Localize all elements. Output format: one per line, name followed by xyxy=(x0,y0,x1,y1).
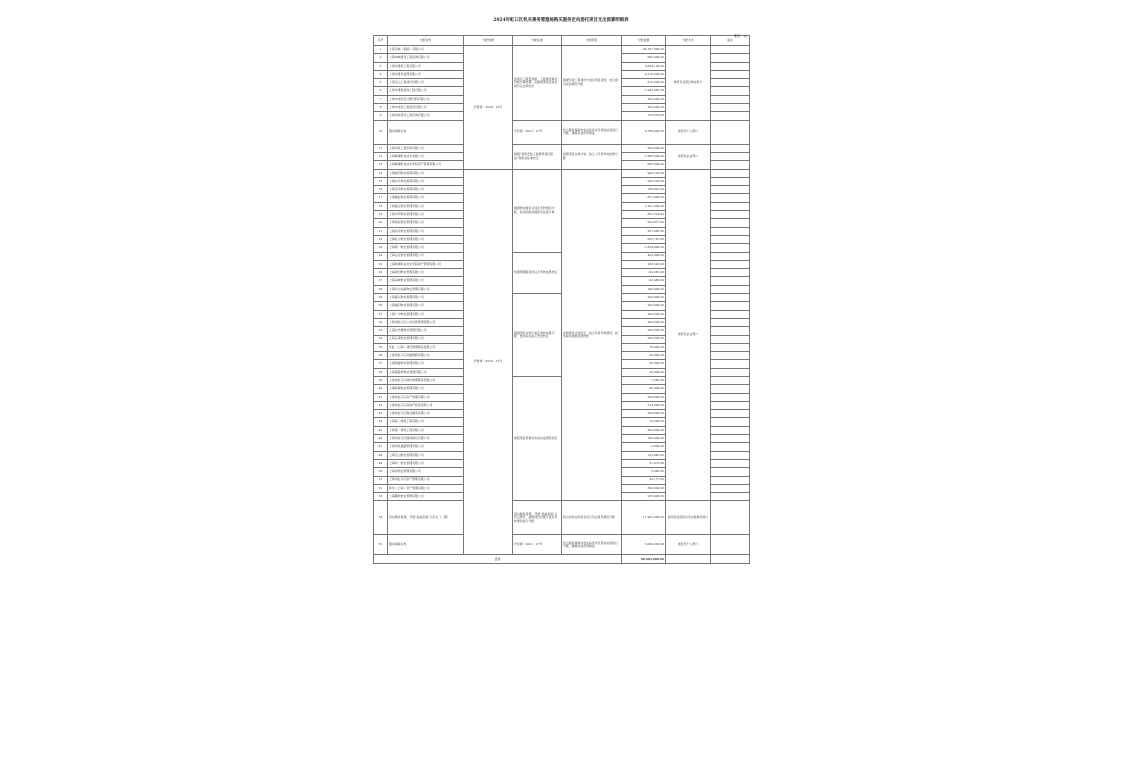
row-target: 上海市建筑装饰工程有限公司 xyxy=(388,87,464,95)
row-amount: 1,854,000.00 xyxy=(622,244,666,252)
row-remark xyxy=(711,144,750,152)
row-number: 29 xyxy=(374,294,388,302)
row-remark xyxy=(711,62,750,70)
row-target: 华虹（上海）建设管理服务有限公司 xyxy=(388,343,464,351)
row-target: 上海市政建设工程咨询有限公司 xyxy=(388,112,464,120)
row-number: 15 xyxy=(374,177,388,185)
col-header-amount: 分配金额 xyxy=(622,36,666,46)
row-remark xyxy=(711,285,750,293)
row-remark xyxy=(711,451,750,459)
row-amount: 225,000.00 xyxy=(622,493,666,501)
row-number: 7 xyxy=(374,95,388,103)
row-remark xyxy=(711,269,750,277)
row-amount: 655,797.00 xyxy=(622,235,666,243)
row-remark xyxy=(711,468,750,476)
row-remark xyxy=(711,410,750,418)
row-amount: 855,514.00 xyxy=(622,211,666,219)
row-amount: 100,000.00 xyxy=(622,435,666,443)
row-method: 按项目进度拨付至实施单位账户 xyxy=(666,501,711,535)
row-amount: 46,187,000.00 xyxy=(622,46,666,54)
col-header-no: 序号 xyxy=(374,36,388,46)
row-remark xyxy=(711,177,750,185)
row-amount: 283,500.00 xyxy=(622,260,666,268)
row-target: 上海市虹口区房屋维修有限公司 xyxy=(388,352,464,360)
row-target: 上海曲阳物业管理有限公司 xyxy=(388,302,464,310)
row-amount: 11,981,000.00 xyxy=(622,501,666,535)
table-row xyxy=(374,501,750,535)
row-number: 12 xyxy=(374,152,388,160)
row-principle: 根据年度工程建设计划及项目进度，结合项目实际情况分配 xyxy=(562,46,622,121)
row-target: 上海宝华物业管理有限公司 xyxy=(388,186,464,194)
col-header-method: 分配方式 xyxy=(666,36,711,46)
row-number: 45 xyxy=(374,426,388,434)
budget-table xyxy=(373,35,750,564)
row-amount: 31,072.00 xyxy=(622,459,666,467)
row-number: 46 xyxy=(374,435,388,443)
row-principle: 结合服务保障对象实际需求及相关标准进行分配，确保资金使用效益 xyxy=(562,120,622,144)
row-remark xyxy=(711,70,750,78)
row-amount: 169,825.00 xyxy=(622,186,666,194)
row-number: 35 xyxy=(374,343,388,351)
row-remark xyxy=(711,352,750,360)
row-number: 16 xyxy=(374,186,388,194)
row-remark xyxy=(711,277,750,285)
row-number: 26 xyxy=(374,269,388,277)
row-amount: 1,886,000.00 xyxy=(622,152,666,160)
row-remark xyxy=(711,535,750,555)
row-amount: -92,081.00 xyxy=(622,269,666,277)
row-amount: 2,310,000.00 xyxy=(622,70,666,78)
row-number: 24 xyxy=(374,252,388,260)
row-target: 上海新港物业管理有限公司 xyxy=(388,385,464,393)
row-target: 服务保障对象 xyxy=(388,535,464,555)
row-target: 上海嘉兴物业管理有限公司 xyxy=(388,294,464,302)
row-amount: 50,000.00 xyxy=(622,360,666,368)
row-amount: 422,000.00 xyxy=(622,252,666,260)
row-remark xyxy=(711,476,750,484)
row-amount: 200,000.00 xyxy=(622,310,666,318)
row-target: 上海市市政工程建设有限公司 xyxy=(388,104,464,112)
total-label: 合计 xyxy=(374,555,622,564)
row-target: 服务保障对象 xyxy=(388,120,464,144)
row-number: 2 xyxy=(374,54,388,62)
row-amount: 60,000.00 xyxy=(622,385,666,393)
row-number: 32 xyxy=(374,318,388,326)
row-remark xyxy=(711,169,750,177)
row-number: 17 xyxy=(374,194,388,202)
row-amount: 3,654,100.00 xyxy=(622,62,666,70)
col-header-remark: 备注 xyxy=(711,36,750,46)
row-number: 20 xyxy=(374,219,388,227)
row-remark xyxy=(711,484,750,492)
table-row xyxy=(374,169,750,177)
row-amount: 3,090,000.00 xyxy=(622,535,666,555)
row-standard: 沪民规〔2021〕27号 xyxy=(513,120,562,144)
row-number: 37 xyxy=(374,360,388,368)
row-target: 上海北外滩物业管理有限公司 xyxy=(388,327,464,335)
row-number: 14 xyxy=(374,169,388,177)
table-row xyxy=(374,120,750,144)
row-remark xyxy=(711,260,750,268)
table-row xyxy=(374,46,750,54)
col-header-standard: 分配标准 xyxy=(513,36,562,46)
row-target: 上海新虹物业管理有限公司 xyxy=(388,219,464,227)
row-remark xyxy=(711,493,750,501)
row-target: 上海城建职业技术学院资产管理有限公司 xyxy=(388,260,464,268)
row-amount: 205,000.00 xyxy=(622,95,666,103)
row-amount: 200,000.00 xyxy=(622,335,666,343)
row-principle: 结合居村实际需求及示范点建设情况分配 xyxy=(562,501,622,535)
row-remark xyxy=(711,120,750,144)
row-number: 3 xyxy=(374,62,388,70)
row-amount: 307,485.00 xyxy=(622,227,666,235)
row-method: 拨款至企业账户 xyxy=(666,169,711,501)
row-amount: 125,043.00 xyxy=(622,451,666,459)
row-number: 19 xyxy=(374,211,388,219)
row-remark xyxy=(711,79,750,87)
row-number: 1 xyxy=(374,46,388,54)
row-number: 47 xyxy=(374,443,388,451)
row-remark xyxy=(711,385,750,393)
row-number: 33 xyxy=(374,327,388,335)
row-target: 上海鹏欣物业管理有限公司 xyxy=(388,493,464,501)
row-remark xyxy=(711,252,750,260)
row-amount: 665,000.00 xyxy=(622,161,666,169)
row-target: 上海市虹口区房地产经营有限公司 xyxy=(388,401,464,409)
row-target: 居村服务管理，开展“美丽家园”示范点（二期） xyxy=(388,501,464,535)
row-number: 42 xyxy=(374,401,388,409)
row-target: 上海恒丰物业管理有限公司 xyxy=(388,227,464,235)
row-remark xyxy=(711,161,750,169)
row-number: 11 xyxy=(374,144,388,152)
row-target: 上海城建职业技术有限公司 xyxy=(388,152,464,160)
row-amount: 200,000.00 xyxy=(622,327,666,335)
row-amount: 153,052.00 xyxy=(622,112,666,120)
row-amount: 1,560.00 xyxy=(622,376,666,384)
row-target: 上海市物业管理有限公司 xyxy=(388,468,464,476)
row-number: 27 xyxy=(374,277,388,285)
row-target: 上海欧阳物业管理有限公司 xyxy=(388,169,464,177)
row-target: 上海提篮桥物业管理有限公司 xyxy=(388,368,464,376)
row-amount: 70,000.00 xyxy=(622,343,666,351)
row-remark xyxy=(711,219,750,227)
budget-sheet xyxy=(373,18,749,564)
row-target: 上海市建筑工程有限公司 xyxy=(388,62,464,70)
row-target: 上海市虹口区园林绿化有限公司 xyxy=(388,435,464,443)
row-number: 8 xyxy=(374,104,388,112)
row-remark xyxy=(711,235,750,243)
row-basis: 沪财建〔2024〕27号 xyxy=(464,169,513,555)
row-basis: 沪财建〔2024〕22号 xyxy=(464,46,513,170)
row-number: 25 xyxy=(374,260,388,268)
row-amount: -2,800.00 xyxy=(622,443,666,451)
row-remark xyxy=(711,302,750,310)
row-standard: 根据“建筑安装工程费用项目组成”等相关标准核定 xyxy=(513,144,562,169)
row-target: 上海市政工程咨询有限公司 xyxy=(388,144,464,152)
row-target: 上海宝城（集团）有限公司 xyxy=(388,46,464,54)
row-number: 51 xyxy=(374,476,388,484)
row-target: 上海东方物业管理有限公司 xyxy=(388,177,464,185)
row-amount: 200,000.00 xyxy=(622,302,666,310)
row-amount: 909,720.00 xyxy=(622,169,666,177)
row-number: 54 xyxy=(374,501,388,535)
row-amount: 810,000.00 xyxy=(622,79,666,87)
row-target: 上海市市政设计研究院有限公司 xyxy=(388,95,464,103)
row-number: 21 xyxy=(374,227,388,235)
row-target: 上海市虹口区公共设施管理有限公司 xyxy=(388,318,464,326)
row-target: 上海第一物业管理有限公司 xyxy=(388,244,464,252)
row-number: 23 xyxy=(374,244,388,252)
document-title: 2024年虹口区机关事务管理局购买服务定向委托项目支出预算明细表 xyxy=(493,18,629,23)
row-target: 上海古北物业管理有限公司 xyxy=(388,252,464,260)
row-remark xyxy=(711,368,750,376)
row-number: 28 xyxy=(374,285,388,293)
row-remark xyxy=(711,360,750,368)
row-number: 9 xyxy=(374,112,388,120)
row-remark xyxy=(711,294,750,302)
row-standard: 根据物业服务合同及考核情况分配，按实际服务面积及标准计算 xyxy=(513,169,562,252)
unit-label: 单位：元 xyxy=(733,34,747,38)
row-standard: 根据项目实施方案及考核结果分配，按实际完成工作量核定 xyxy=(513,294,562,377)
row-number: 10 xyxy=(374,120,388,144)
row-remark xyxy=(711,426,750,434)
row-principle: 按照服务合同约定，结合年度考核情况，按实际完成服务量核拨 xyxy=(562,169,622,501)
header-row xyxy=(374,36,750,46)
row-target: 上海第二建筑工程有限公司 xyxy=(388,418,464,426)
row-target: 上海浦江物业管理有限公司 xyxy=(388,202,464,210)
row-remark xyxy=(711,343,750,351)
row-amount: 300,000.00 xyxy=(622,144,666,152)
row-method: 拨款至个人账户 xyxy=(666,120,711,144)
row-number: 5 xyxy=(374,79,388,87)
table-row xyxy=(374,144,750,152)
row-number: 30 xyxy=(374,302,388,310)
row-remark xyxy=(711,501,750,535)
row-number: 55 xyxy=(374,535,388,555)
row-principle: 结合服务保障对象实际需求及相关标准进行分配，确保资金使用效益 xyxy=(562,535,622,555)
row-remark xyxy=(711,335,750,343)
row-target: 上海市虹口区物业服务有限公司 xyxy=(388,410,464,418)
col-header-principle: 分配原则 xyxy=(562,36,622,46)
row-number: 53 xyxy=(374,493,388,501)
row-remark xyxy=(711,393,750,401)
row-standard: 依据管理服务协议及考核结果核定 xyxy=(513,252,562,293)
row-remark xyxy=(711,227,750,235)
row-target: 上海宝山物业管理有限公司 xyxy=(388,451,464,459)
col-header-target: 分配对象 xyxy=(388,36,464,46)
row-remark xyxy=(711,194,750,202)
row-remark xyxy=(711,443,750,451)
row-remark xyxy=(711,310,750,318)
row-remark xyxy=(711,152,750,160)
row-target: 上海市建设监理有限公司 xyxy=(388,70,464,78)
row-standard: 居村服务管理，开展“美丽家园”示范点建设，按照项目实施方案及考核情况进行分配 xyxy=(513,501,562,535)
row-amount: 50,000.00 xyxy=(622,368,666,376)
row-standard: 按项目工程量清单，工程建设单位价格计算结算，扣除质保金后按合同约定比例支付 xyxy=(513,46,562,121)
row-target: 上海同一物业管理有限公司 xyxy=(388,459,464,467)
row-target: 上海江湾物业管理有限公司 xyxy=(388,335,464,343)
row-remark xyxy=(711,244,750,252)
row-number: 39 xyxy=(374,376,388,384)
row-amount: 595,520.00 xyxy=(622,177,666,185)
row-target: 上海宝山工程建设有限公司 xyxy=(388,79,464,87)
row-target: 上海虹口物业管理有限公司 xyxy=(388,235,464,243)
row-amount: 100,000.00 xyxy=(622,285,666,293)
row-remark xyxy=(711,211,750,219)
row-number: 52 xyxy=(374,484,388,492)
row-amount: 300,000.00 xyxy=(622,484,666,492)
row-number: 43 xyxy=(374,410,388,418)
row-target: 上海瑞虹物业管理有限公司 xyxy=(388,194,464,202)
row-method: 拨款至个人账户 xyxy=(666,535,711,555)
row-target: 上海中环物业管理有限公司 xyxy=(388,211,464,219)
row-target: 上海欧阳物业管理有限公司 xyxy=(388,269,464,277)
row-number: 6 xyxy=(374,87,388,95)
total-blank xyxy=(711,555,750,564)
row-target: 上海凉城物业管理有限公司 xyxy=(388,277,464,285)
row-amount: 50,000.00 xyxy=(622,352,666,360)
row-target: 上海凯旋物业管理有限公司 xyxy=(388,360,464,368)
row-standard: 按照项目预算及实际完成情况核定 xyxy=(513,376,562,500)
row-amount: 30,177.00 xyxy=(622,476,666,484)
row-remark xyxy=(711,87,750,95)
row-number: 49 xyxy=(374,459,388,467)
col-header-basis: 分配依据 xyxy=(464,36,513,46)
total-blank xyxy=(666,555,711,564)
row-target: 上海市虹口区房产管理有限公司 xyxy=(388,393,464,401)
row-amount: 1,291,000.00 xyxy=(622,202,666,210)
row-number: 34 xyxy=(374,335,388,343)
row-number: 38 xyxy=(374,368,388,376)
row-remark xyxy=(711,202,750,210)
row-remark xyxy=(711,46,750,54)
row-target: 上海城建职业技术学院资产管理有限公司 xyxy=(388,161,464,169)
table-body xyxy=(374,46,750,555)
row-amount: 952,877.00 xyxy=(622,219,666,227)
row-remark xyxy=(711,186,750,194)
row-number: 18 xyxy=(374,202,388,210)
row-remark xyxy=(711,95,750,103)
row-amount: 300,000.00 xyxy=(622,426,666,434)
row-remark xyxy=(711,418,750,426)
row-amount: 314,000.00 xyxy=(622,401,666,409)
row-remark xyxy=(711,376,750,384)
row-amount: 300,000.00 xyxy=(622,393,666,401)
row-remark xyxy=(711,435,750,443)
row-amount: 205,000.00 xyxy=(622,104,666,112)
row-standard: 沪民规〔2021〕27号 xyxy=(513,535,562,555)
row-number: 4 xyxy=(374,70,388,78)
row-amount: 70,000.00 xyxy=(622,418,666,426)
row-method: 转账至各项目单位账户 xyxy=(666,46,711,121)
row-number: 31 xyxy=(374,310,388,318)
row-amount: 200,000.00 xyxy=(622,294,666,302)
row-target: 上海市政道路管理有限公司 xyxy=(388,443,464,451)
row-remark xyxy=(711,318,750,326)
row-amount: 300,000.00 xyxy=(622,410,666,418)
row-remark xyxy=(711,104,750,112)
row-amount: 851,900.00 xyxy=(622,194,666,202)
row-target: 上海第一建筑工程有限公司 xyxy=(388,426,464,434)
row-amount: 200,000.00 xyxy=(622,318,666,326)
row-amount: 600,000.00 xyxy=(622,54,666,62)
row-remark xyxy=(711,112,750,120)
row-amount: -92,480.00 xyxy=(622,277,666,285)
row-remark xyxy=(711,327,750,335)
row-number: 44 xyxy=(374,418,388,426)
row-number: 50 xyxy=(374,468,388,476)
row-number: 13 xyxy=(374,161,388,169)
row-number: 40 xyxy=(374,385,388,393)
row-target: 上海市虹口区城市管理服务有限公司 xyxy=(388,376,464,384)
row-amount: 3,789,000.00 xyxy=(622,120,666,144)
row-number: 22 xyxy=(374,235,388,243)
row-amount: 3,080.00 xyxy=(622,468,666,476)
row-method: 拨款至企业账户 xyxy=(666,144,711,169)
row-number: 36 xyxy=(374,352,388,360)
total-row xyxy=(374,555,750,564)
row-amount: 1,943,960.00 xyxy=(622,87,666,95)
row-remark xyxy=(711,54,750,62)
row-target: 上海市虹口区资产管理有限公司 xyxy=(388,476,464,484)
row-target: 上海四川北路物业管理有限公司 xyxy=(388,285,464,293)
row-remark xyxy=(711,459,750,467)
row-number: 48 xyxy=(374,451,388,459)
row-target: 新华（上海）资产管理有限公司 xyxy=(388,484,464,492)
row-remark xyxy=(711,401,750,409)
row-principle: 按照项目实施计划，结合上年度考核结果分配 xyxy=(562,144,622,169)
row-number: 41 xyxy=(374,393,388,401)
row-target: 上海申城建设工程咨询有限公司 xyxy=(388,54,464,62)
table-row xyxy=(374,535,750,555)
row-target: 上海广中物业管理有限公司 xyxy=(388,310,464,318)
total-amount: 98,485,088.00 xyxy=(622,555,666,564)
